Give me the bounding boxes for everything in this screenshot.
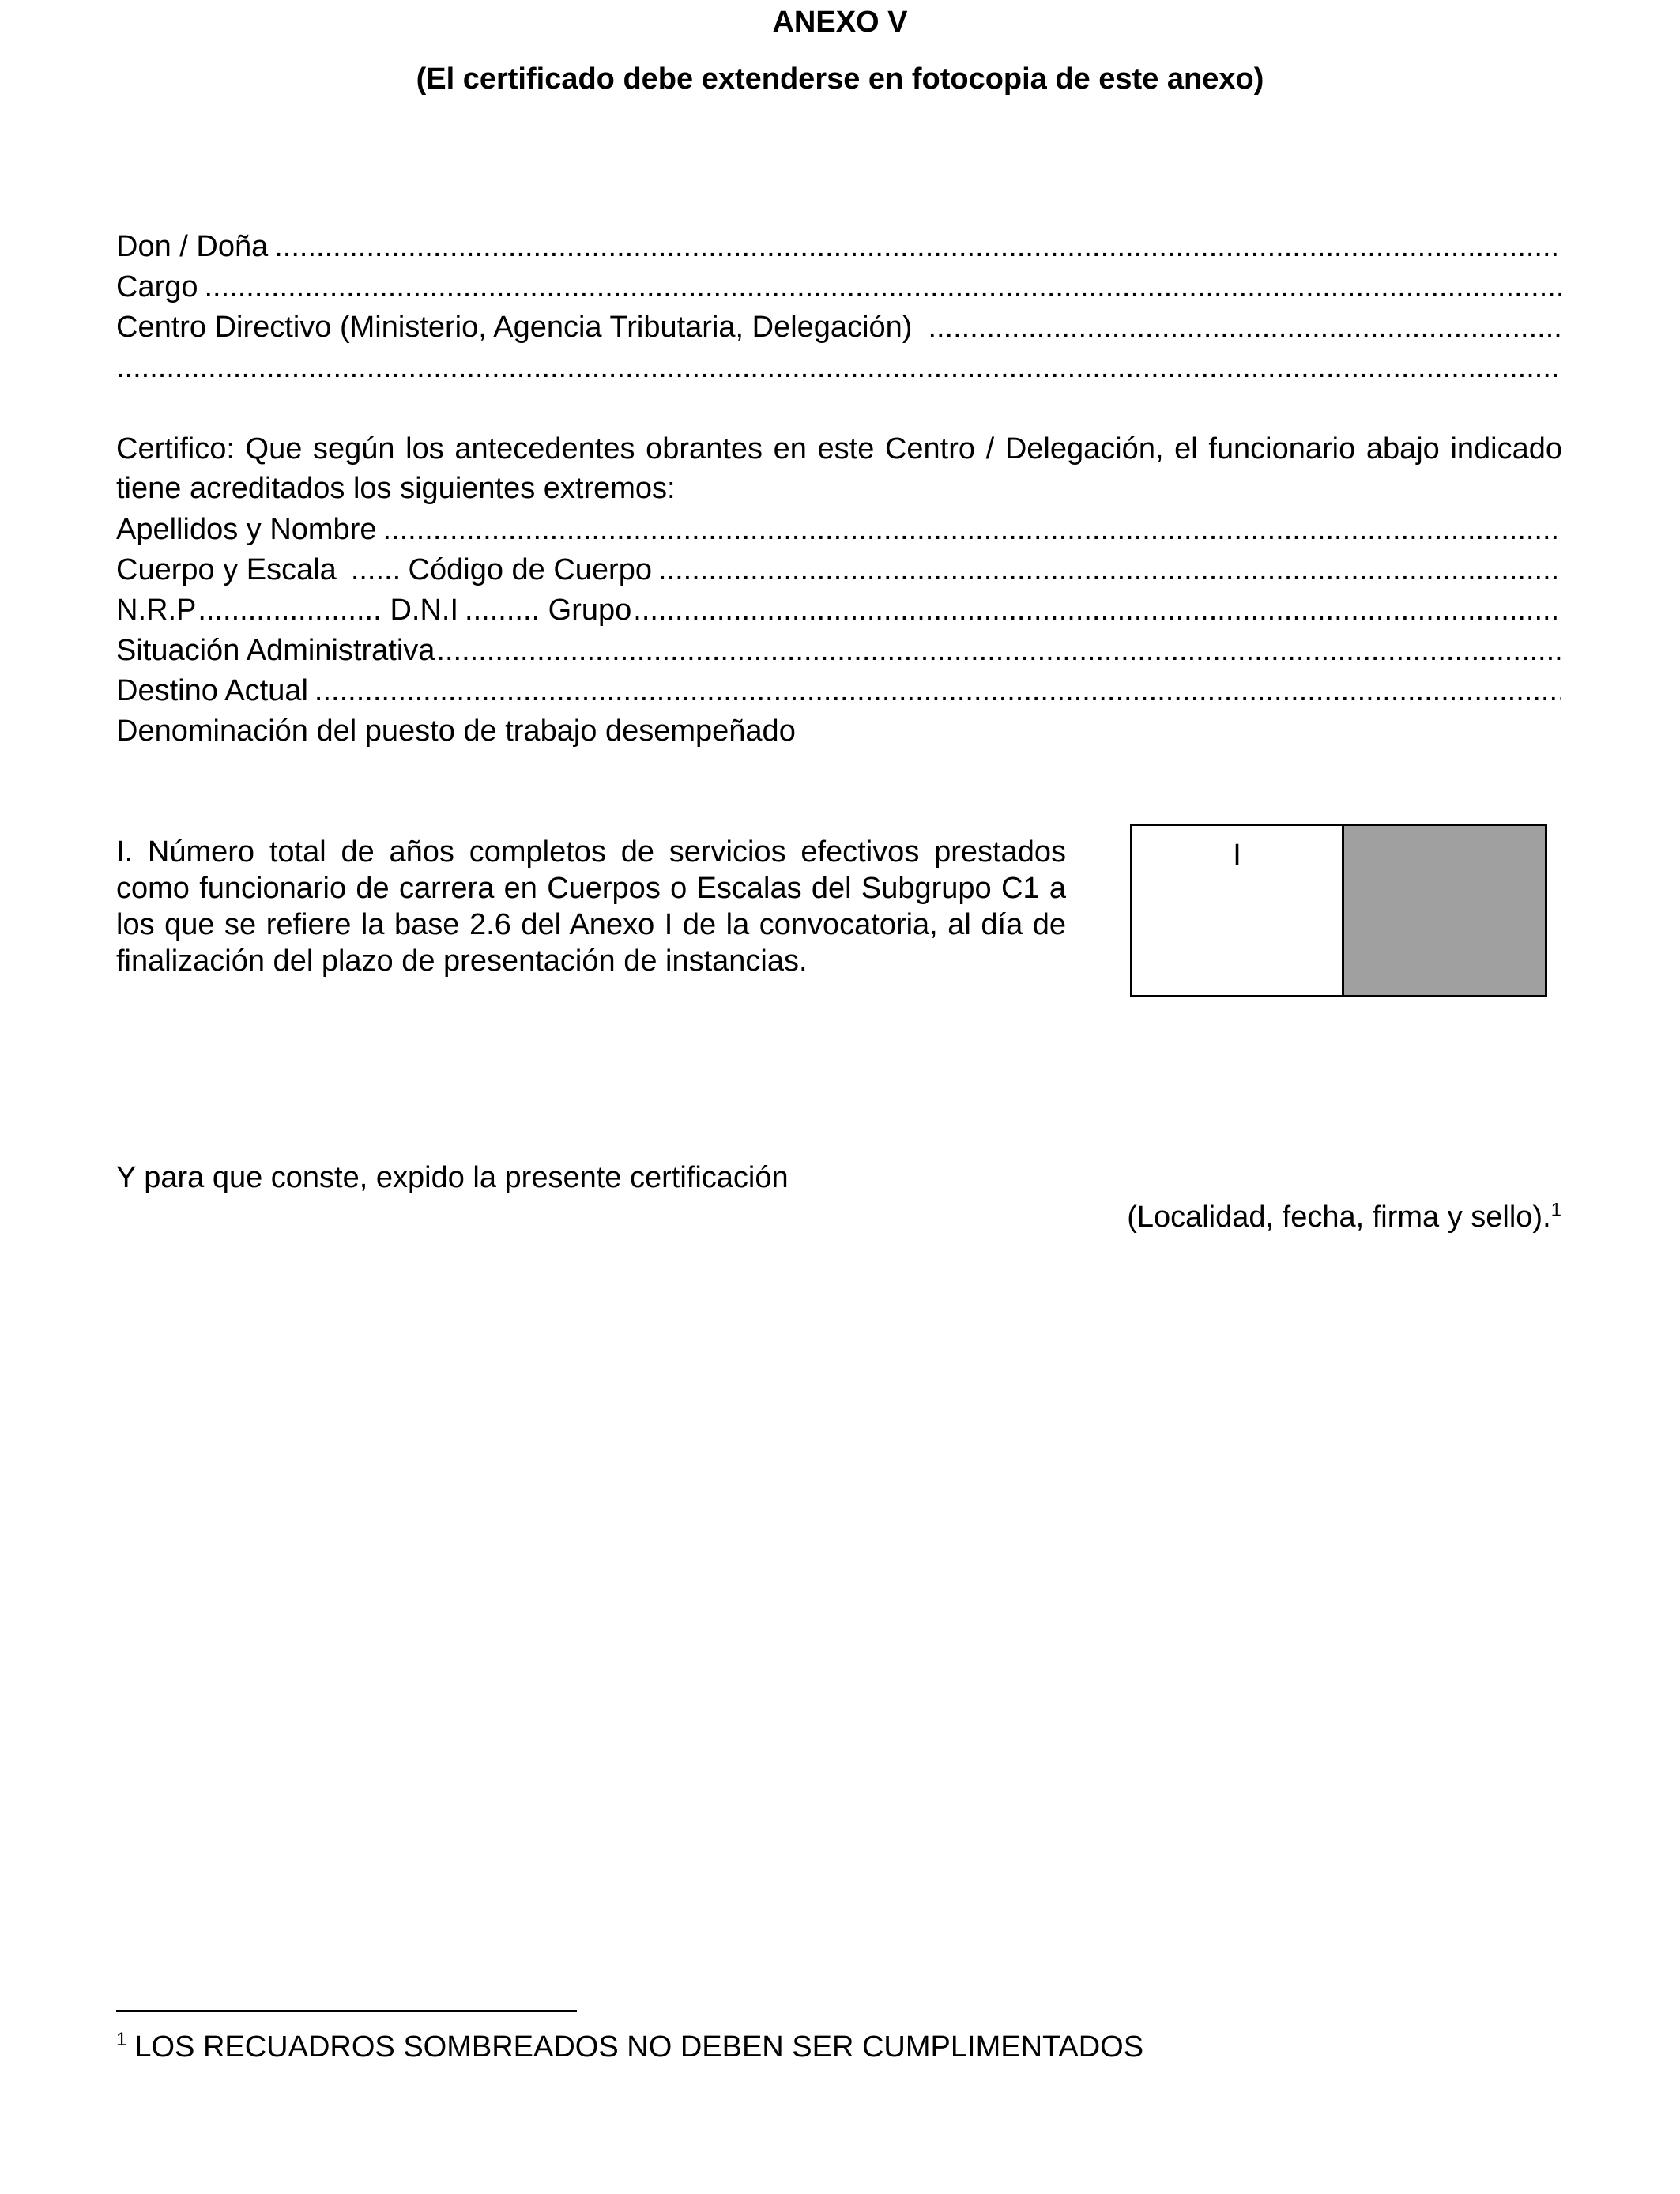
- situacion-administrativa-fill-line: [436, 631, 1561, 670]
- codigo-cuerpo-fill-line: [658, 550, 1561, 590]
- centro-directivo-continuation-field[interactable]: [116, 348, 1562, 387]
- cargo-field[interactable]: [116, 267, 1562, 307]
- nrp-fill-line: [198, 590, 382, 630]
- section-i-box-label: I: [1233, 839, 1241, 872]
- footnote-marker: 1: [116, 2029, 127, 2051]
- don-dona-fill-line: [274, 227, 1561, 266]
- centro-directivo-field[interactable]: [116, 307, 1562, 347]
- denominacion-puesto-field[interactable]: [116, 711, 1562, 751]
- cuerpo-codigo-row: [116, 550, 1562, 590]
- centro-directivo-label: Centro Directivo (Ministerio, Agencia Tributaria, Delegación): [116, 311, 913, 344]
- section-i-value-box[interactable]: [1130, 824, 1344, 997]
- footnote-text: LOS RECUADROS SOMBREADOS NO DEBEN SER CUMPLIMENTADOS: [134, 2030, 1144, 2064]
- grupo-label: Grupo: [548, 594, 632, 627]
- destino-actual-field[interactable]: [116, 671, 1562, 711]
- nrp-field[interactable]: [116, 590, 383, 630]
- signature-line-text: (Localidad, fecha, firma y sello).: [1127, 1201, 1551, 1234]
- apellidos-nombre-field[interactable]: [116, 510, 1562, 549]
- signature-footnote-marker: 1: [1550, 1199, 1561, 1221]
- signature-line: [1127, 1197, 1561, 1237]
- footnote-separator: [116, 2010, 577, 2012]
- situacion-administrativa-field[interactable]: [116, 631, 1562, 670]
- cargo-label: Cargo: [116, 270, 198, 303]
- page-title: ANEXO V: [772, 6, 908, 39]
- cuerpo-escala-field[interactable]: [116, 550, 402, 590]
- dni-fill-line: [465, 590, 541, 630]
- nrp-label: N.R.P: [116, 594, 197, 627]
- nrp-dni-grupo-row: [116, 590, 1562, 630]
- apellidos-nombre-fill-line: [382, 510, 1561, 549]
- centro-directivo-fill-line: [928, 307, 1561, 347]
- closing-text: Y para que conste, expido la presente certificación: [116, 1161, 789, 1194]
- cuerpo-escala-fill-line: [351, 550, 401, 590]
- grupo-field[interactable]: [548, 590, 1562, 630]
- footnote: [116, 2027, 1143, 2067]
- centro-directivo-continuation-line: [116, 348, 1561, 387]
- don-dona-field[interactable]: [116, 227, 1562, 266]
- cargo-fill-line: [205, 267, 1561, 307]
- situacion-administrativa-label: Situación Administrativa: [116, 634, 435, 667]
- dni-field[interactable]: [390, 590, 541, 630]
- section-i-paragraph: I. Número total de años completos de servicios efectivos prestados como funcionario de carrera en Cuerpos o Escalas del Subgrupo C1 a los que se refiere la base 2.6 del Anexo I de la convocatoria, al día de finalización del plazo de presentación de instancias.: [116, 835, 1066, 978]
- don-dona-label: Don / Doña: [116, 230, 269, 263]
- denominacion-puesto-label: Denominación del puesto de trabajo desempeñado: [116, 714, 796, 748]
- grupo-fill-line: [633, 590, 1561, 630]
- codigo-cuerpo-field[interactable]: [409, 550, 1562, 590]
- dni-label: D.N.I: [390, 594, 459, 627]
- section-i-shaded-box: [1342, 824, 1547, 997]
- destino-actual-label: Destino Actual: [116, 674, 308, 707]
- certifico-paragraph: Certifico: Que según los antecedentes obrantes en este Centro / Delegación, el funcionario abajo indicado tiene acreditados los siguientes extremos:: [116, 432, 1562, 505]
- cuerpo-escala-label: Cuerpo y Escala: [116, 553, 337, 586]
- destino-actual-fill-line: [315, 671, 1561, 711]
- apellidos-nombre-label: Apellidos y Nombre: [116, 513, 377, 546]
- codigo-cuerpo-label: Código de Cuerpo: [408, 553, 652, 586]
- page-subtitle: (El certificado debe extenderse en fotocopia de este anexo): [416, 62, 1264, 96]
